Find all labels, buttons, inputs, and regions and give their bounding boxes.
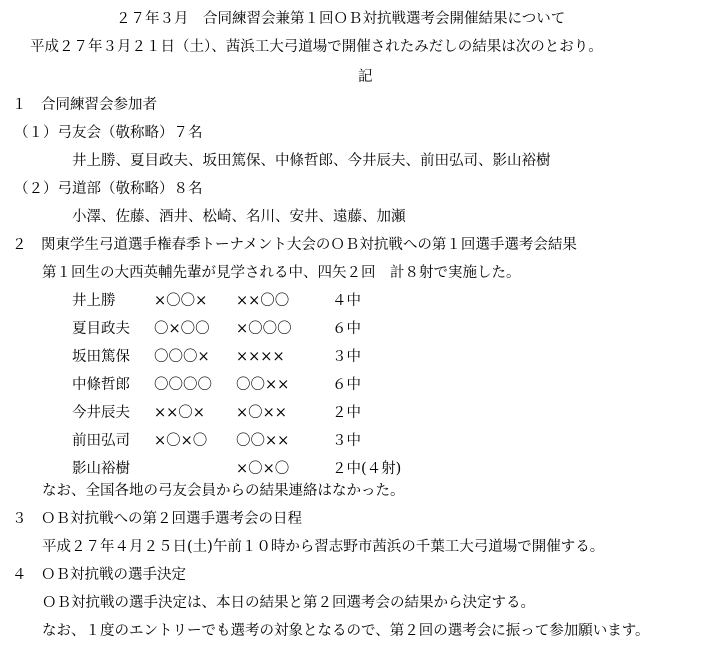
section-4-description: ＯＢ対抗戦の選手決定は、本日の結果と第２回選考会の結果から決定する。 (42, 595, 535, 611)
result-second-round: ××〇〇 (236, 293, 290, 309)
section-2-heading: ２ 関東学生弓道選手権春季トーナメント大会のＯＢ対抗戦への第１回選手選考会結果 (12, 237, 577, 253)
result-second-round: 〇〇×× (236, 433, 290, 449)
result-second-round: 〇〇×× (236, 377, 290, 393)
result-name: 坂田篤保 (72, 349, 130, 365)
result-second-round: ×〇〇〇 (236, 321, 292, 337)
group-a-heading: （１）弓友会（敬称略）７名 (14, 125, 203, 141)
result-total: ２中(４射) (332, 461, 402, 477)
document-title: ２７年３月 合同練習会兼第１回ＯＢ対抗戦選考会開催結果について (116, 11, 566, 27)
result-total: ６中 (332, 377, 361, 393)
result-name: 今井辰夫 (72, 405, 130, 421)
section-3-heading: ３ ＯＢ対抗戦への第２回選手選考会の日程 (12, 511, 302, 527)
result-total: ４中 (332, 293, 361, 309)
result-first-round: 〇×〇〇 (154, 321, 210, 337)
result-second-round: ×〇×× (236, 405, 287, 421)
group-a-names: 井上勝、夏目政夫、坂田篤保、中條哲郎、今井辰夫、前田弘司、影山裕樹 (72, 153, 551, 169)
result-first-round: ××〇× (154, 405, 205, 421)
result-second-round: ×〇×〇 (236, 461, 290, 477)
result-second-round: ×××× (236, 349, 285, 365)
section-2-description: 第１回生の大西英輔先輩が見学される中、四矢２回 計８射で実施した。 (42, 265, 521, 281)
group-b-heading: （２）弓道部（敬称略）８名 (14, 181, 203, 197)
section-1-heading: １ 合同練習会参加者 (12, 97, 157, 113)
result-first-round: ×〇×〇 (154, 433, 208, 449)
ki-marker: 記 (358, 69, 373, 85)
result-first-round: 〇〇〇〇 (154, 377, 212, 393)
result-total: ６中 (332, 321, 361, 337)
section-4-note: なお、１度のエントリーでも選考の対象となるので、第２回の選考会に振って参加願います。 (42, 623, 650, 639)
result-name: 影山裕樹 (72, 461, 130, 477)
result-total: ２中 (332, 405, 361, 421)
result-first-round: 〇〇〇× (154, 349, 210, 365)
section-3-description: 平成２７年４月２５日(土)午前１０時から習志野市茜浜の千葉工大弓道場で開催する。 (42, 539, 605, 555)
section-2-note: なお、全国各地の弓友会員からの結果連絡はなかった。 (42, 483, 405, 499)
result-name: 井上勝 (72, 293, 116, 309)
result-name: 夏目政夫 (72, 321, 130, 337)
result-first-round: ×〇〇× (154, 293, 208, 309)
result-total: ３中 (332, 349, 361, 365)
result-name: 中條哲郎 (72, 377, 130, 393)
group-b-names: 小澤、佐藤、酒井、松崎、名川、安井、遠藤、加瀬 (72, 209, 406, 225)
result-total: ３中 (332, 433, 361, 449)
section-4-heading: ４ ＯＢ対抗戦の選手決定 (12, 567, 186, 583)
result-name: 前田弘司 (72, 433, 130, 449)
intro-paragraph: 平成２７年３月２１日（土）、茜浜工大弓道場で開催されたみだしの結果は次のとおり。 (30, 39, 603, 55)
